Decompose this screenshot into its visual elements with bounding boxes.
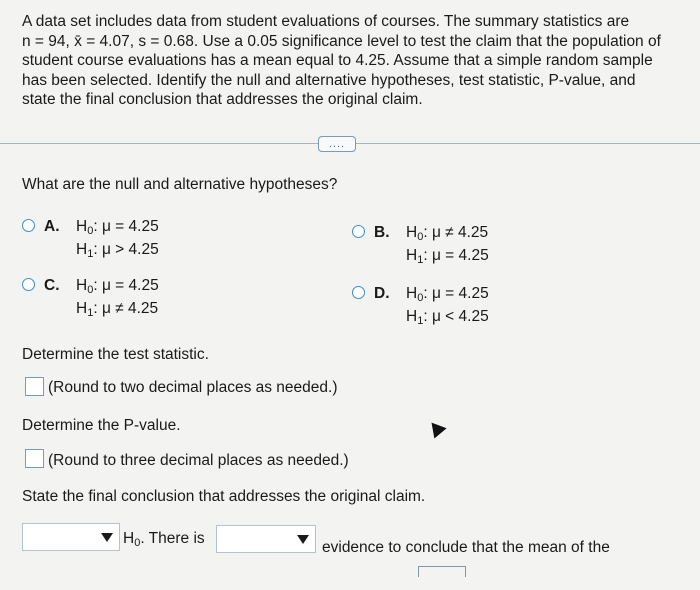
problem-line: state the final conclusion that addresses the original claim. [22, 91, 423, 108]
test-statistic-prompt: Determine the test statistic. [22, 346, 209, 363]
problem-line: student course evaluations has a mean equal to 4.25. Assume that a simple random sample [22, 52, 653, 69]
evidence-dropdown[interactable] [216, 525, 316, 553]
conclusion-prompt: State the final conclusion that addresses the original claim. [22, 488, 426, 505]
null-hypothesis: H0: μ = 4.25 [406, 285, 489, 304]
option-letter: B. [374, 224, 390, 241]
chevron-down-icon [101, 533, 113, 542]
null-hypothesis: H0: μ = 4.25 [76, 218, 159, 237]
chevron-down-icon [297, 535, 309, 544]
test-statistic-input[interactable] [25, 377, 44, 396]
null-hypothesis: H0: μ = 4.25 [76, 277, 159, 296]
p-value-prompt: Determine the P-value. [22, 417, 181, 434]
mouse-cursor-icon [425, 417, 446, 438]
radio-icon[interactable] [22, 219, 35, 232]
partial-input[interactable] [418, 566, 466, 577]
null-hypothesis: H0: μ ≠ 4.25 [406, 224, 489, 243]
p-value-input[interactable] [25, 449, 44, 468]
radio-icon[interactable] [22, 278, 35, 291]
option-letter: D. [374, 285, 390, 302]
radio-icon[interactable] [352, 225, 365, 238]
conclusion-tail-text: evidence to conclude that the mean of the [322, 539, 610, 556]
problem-line: has been selected. Identify the null and alternative hypotheses, test statistic, P-value, and [22, 71, 636, 89]
h0-label: H0. There is [123, 530, 205, 549]
alt-hypothesis: H1: μ > 4.25 [76, 241, 159, 260]
option-letter: C. [44, 277, 60, 294]
alt-hypothesis: H1: μ ≠ 4.25 [76, 300, 159, 319]
option-letter: A. [44, 218, 60, 235]
problem-line: A data set includes data from student evaluations of courses. The summary statistics are [22, 13, 630, 30]
alt-hypothesis: H1: μ = 4.25 [406, 247, 489, 266]
reject-dropdown[interactable] [22, 523, 120, 551]
more-options-button[interactable]: .... [318, 136, 356, 152]
problem-line: n = 94, x̄ = 4.07, s = 0.68. Use a 0.05 significance level to test the claim that the population of [22, 32, 661, 50]
problem-statement [22, 12, 682, 110]
p-value-hint: (Round to three decimal places as needed.) [48, 452, 349, 469]
radio-icon[interactable] [352, 286, 365, 299]
test-statistic-hint: (Round to two decimal places as needed.) [48, 379, 338, 396]
question-text: What are the null and alternative hypotheses? [22, 176, 338, 193]
alt-hypothesis: H1: μ < 4.25 [406, 308, 489, 327]
